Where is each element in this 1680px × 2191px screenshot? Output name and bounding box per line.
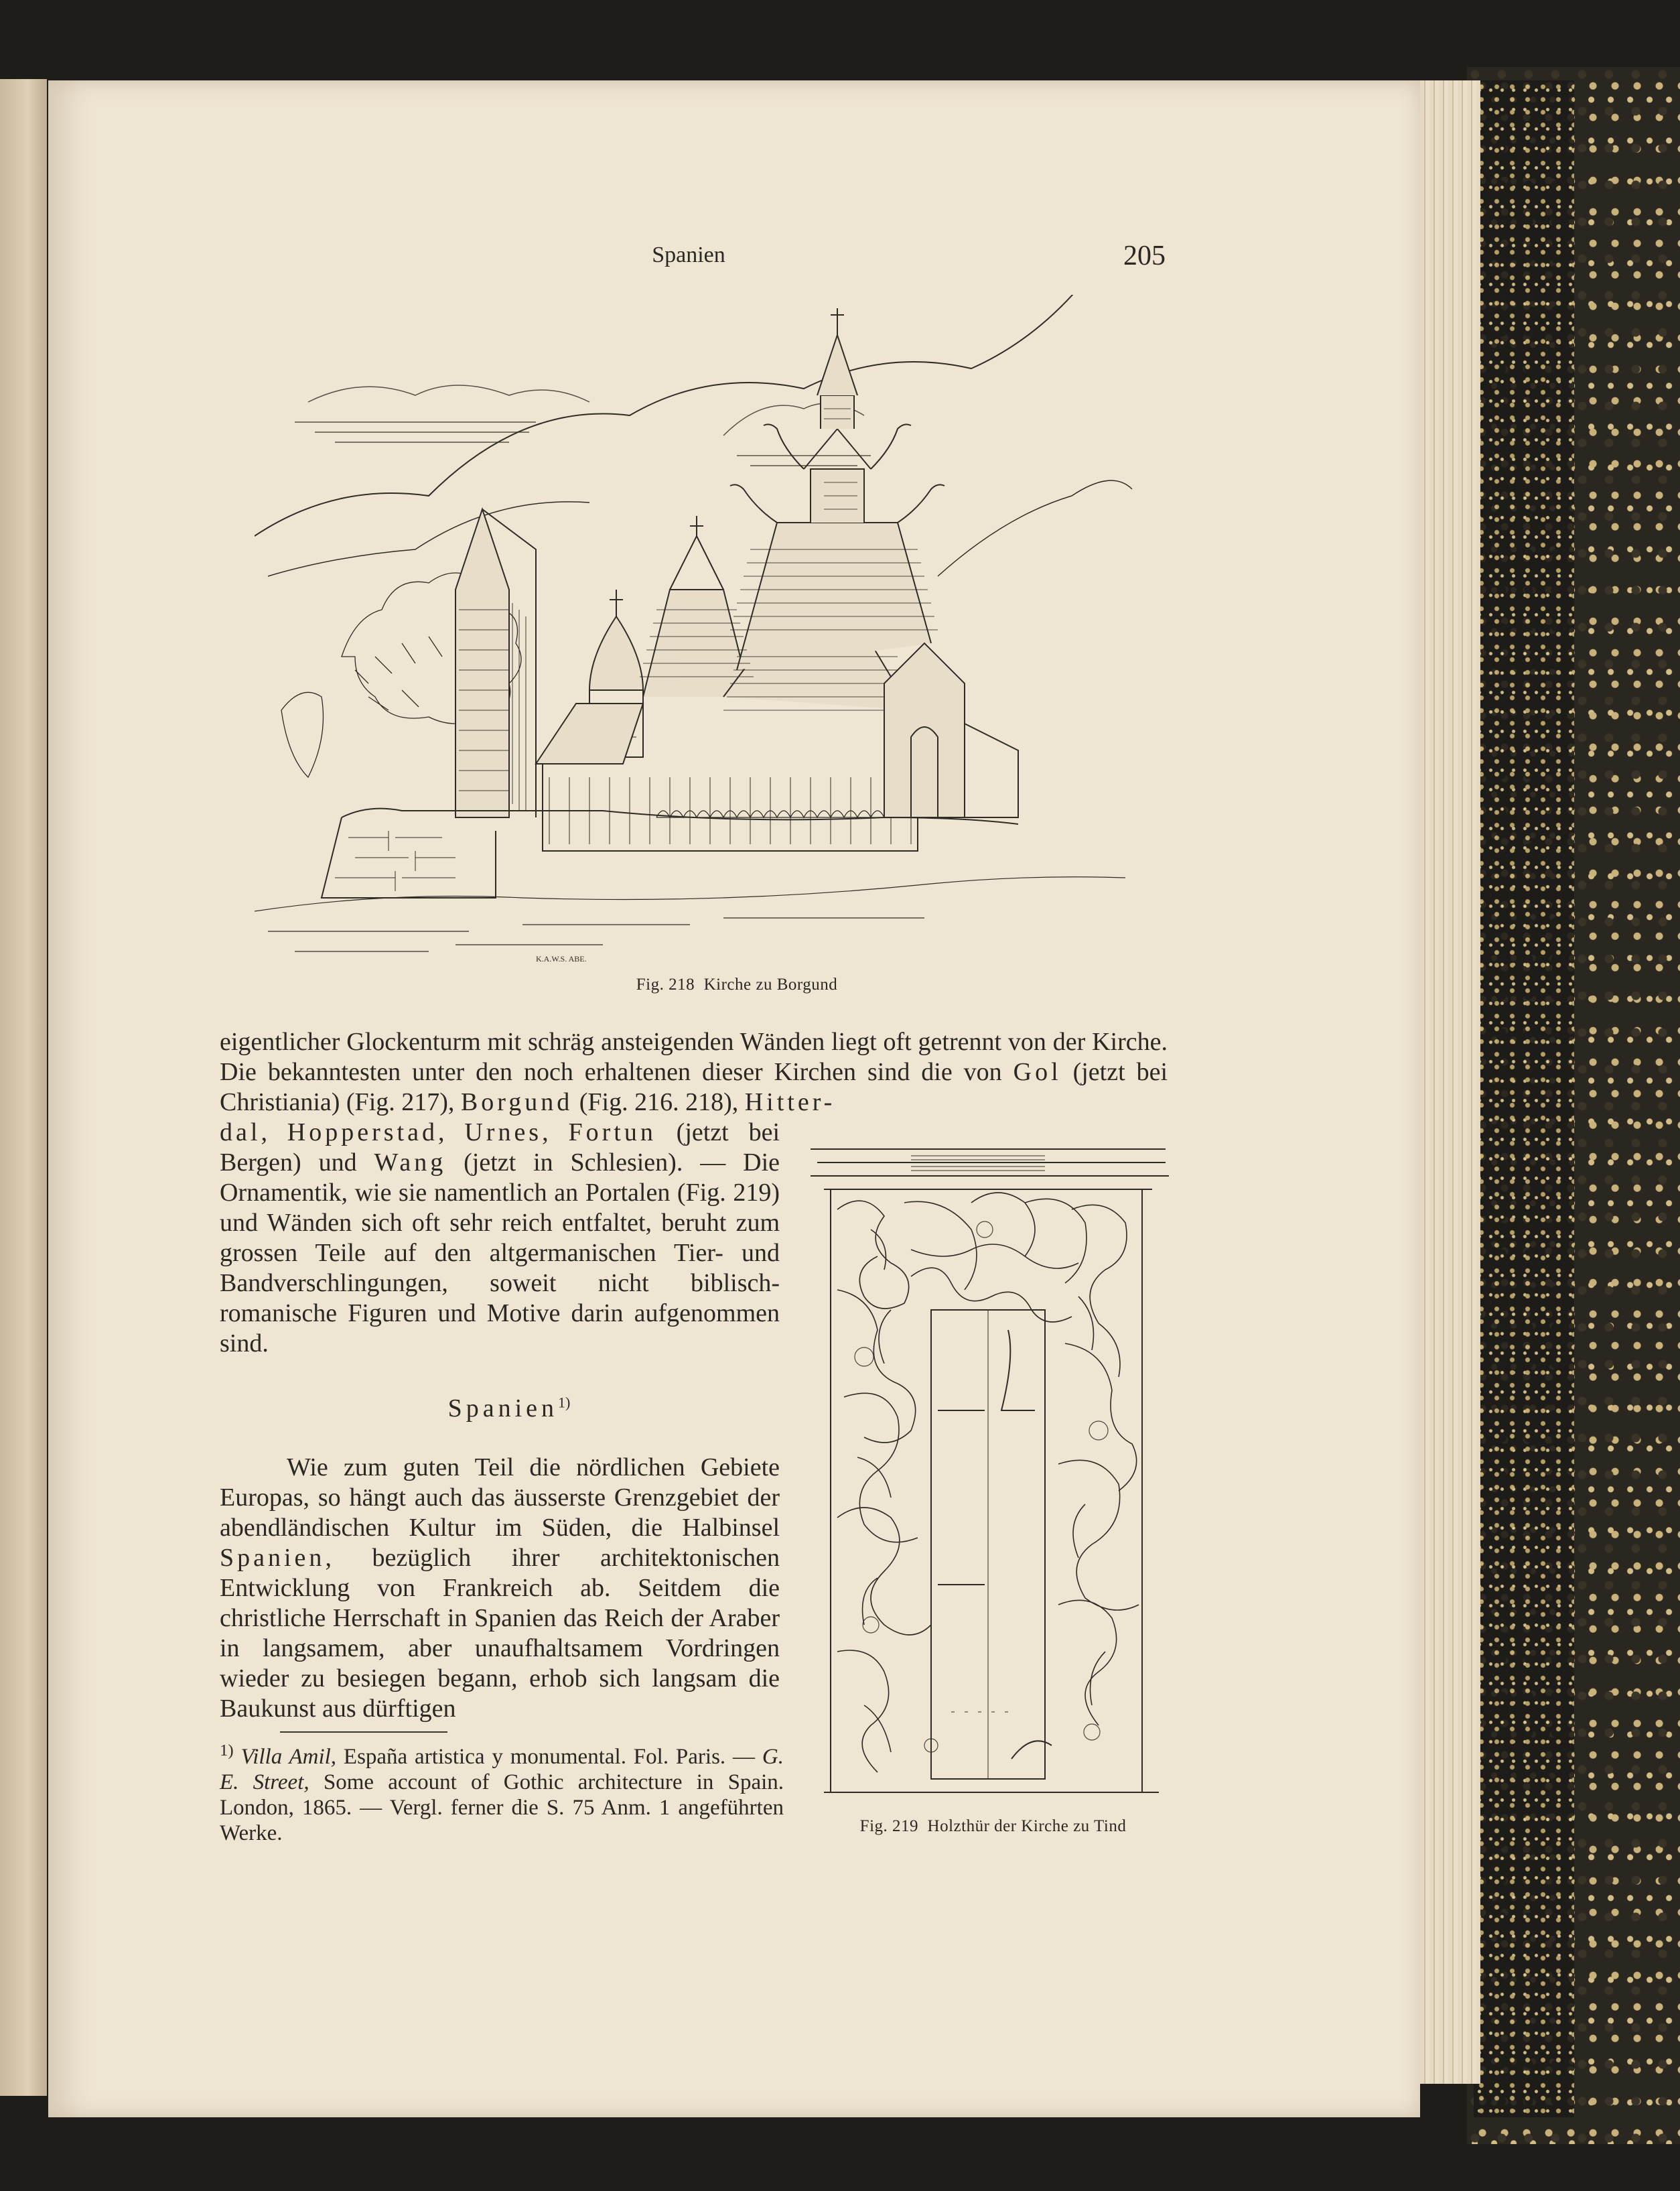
text-span: , (542, 1118, 569, 1146)
page-stack-edges (1420, 80, 1480, 2084)
footnote-reference: 1) (558, 1394, 571, 1411)
marbled-cover-edge (1474, 80, 1574, 2117)
facing-page-edge (0, 79, 47, 2096)
engraver-signature: K.A.W.S. ABE. (536, 954, 587, 964)
paragraph-stave-churches-intro (220, 1027, 1168, 1118)
figure-218-title: Kirche zu Borgund (703, 976, 838, 994)
figure-219-number: Fig. 219 (859, 1817, 919, 1835)
running-head: Spanien (652, 243, 725, 267)
place-gol: Gol (1013, 1058, 1062, 1086)
place-hitterdal: Hitter- (744, 1088, 836, 1116)
text-span: (jetzt in Schlesien). — Die Ornamentik, wie sie namentlich an Portalen (Fig. 219) und Wänden sich oft sehr reich entfaltet, beruht zum grossen Teile auf den altgermanischen Tier- und Bandverschlingungen, soweit nicht biblisch-romanische Figuren und Motive darin aufgenommen sind. (220, 1148, 780, 1357)
figure-219-caption (807, 1817, 1179, 1836)
text-span: eigentlicher Glockenturm mit schräg ansteigenden Wänden liegt oft getrennt von der Kirche. Die bekanntesten unter den noch erhaltenen dieser Kirchen sind die von (220, 1028, 1168, 1086)
section-heading-spanien (375, 1394, 643, 1423)
footnote-marker: 1) (220, 1741, 234, 1760)
text-span: , (437, 1118, 465, 1146)
text-span: España artistica y monumental. Fol. Paris. — (336, 1745, 762, 1769)
text-span: Some account of Gothic architecture in Spain. London, 1865. — Vergl. ferner die S. 75 Anm. 1 angeführten Werke. (220, 1770, 784, 1845)
place-hopperstad: Hopperstad (287, 1118, 438, 1146)
figure-218-number: Fig. 218 (636, 976, 695, 994)
paragraph-spanien (220, 1453, 780, 1724)
place-fortun: Fortun (568, 1118, 656, 1146)
place-urnes: Urnes (464, 1118, 543, 1146)
figure-219-title: Holzthür der Kirche zu Tind (927, 1817, 1127, 1835)
footnote (220, 1738, 784, 1846)
text-span: dal (220, 1118, 261, 1146)
figure-218-illustration (255, 295, 1139, 972)
place-spanien: Spanien (220, 1544, 326, 1572)
paragraph-stave-churches-ornament (220, 1118, 780, 1359)
footnote-rule (280, 1731, 447, 1733)
figure-219-illustration (811, 1142, 1169, 1806)
footnote-author-street: G. E. Street, (220, 1745, 784, 1794)
place-borgund: Borgund (460, 1088, 573, 1116)
footnote-author-villa-amil: Villa Amil, (240, 1745, 337, 1769)
text-span: (jetzt bei Christiania) (Fig. 217), (220, 1058, 1168, 1116)
text-span: (Fig. 216. 218), (573, 1088, 745, 1116)
text-span: Wie zum guten Teil die nördlichen Gebiete Europas, so hängt auch das äusserste Grenzgebiet der abendländischen Kultur im Süden, die Halbinsel (220, 1453, 780, 1542)
heading-text: Spanien (447, 1394, 559, 1422)
place-wang: Wang (374, 1148, 447, 1177)
figure-218-caption (469, 976, 1005, 994)
page-number: 205 (1123, 241, 1166, 271)
text-span: (jetzt bei Bergen) und (220, 1118, 780, 1177)
text-span: , (261, 1118, 287, 1146)
text-span: , bezüglich ihrer architektonischen Entwicklung von Frankreich ab. Seitdem die christliche Herrschaft in Spanien das Reich der Araber in langsamem, aber unaufhaltsamem Vordringen wieder zu besiegen begann, erhob sich langsam die Baukunst aus dürftigen (220, 1544, 780, 1723)
